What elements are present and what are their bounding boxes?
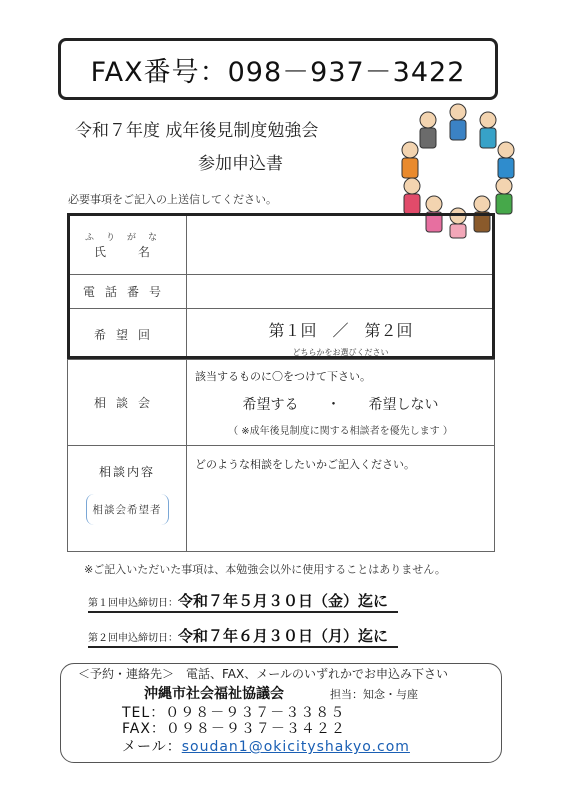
consult-options[interactable]: 希望する ・ 希望しない (242, 397, 439, 413)
content-label: 相談内容 (98, 464, 155, 479)
application-form-table (67, 213, 495, 552)
fax-number: FAX番号：098－937－3422 (90, 56, 466, 88)
content-input-cell[interactable] (187, 446, 495, 552)
deadline-1-label: 第１回申込締切日： (88, 598, 178, 609)
deadline-1-date: 令和７年５月３０日（金）迄に (178, 592, 389, 610)
contact-mail-label: メール： (122, 739, 182, 755)
consult-instruction: 該当するものに〇をつけて下さい。 (195, 370, 371, 383)
phone-label: 電話番号 (68, 275, 187, 309)
contact-fax: FAX：０９８－９３７－３４２２ (122, 721, 346, 737)
contact-mail-link[interactable]: soudan1@okicityshakyo.com (181, 739, 410, 755)
form-instruction: 必要事項をご記入の上送信してください。 (68, 193, 277, 206)
consult-note: （ ※成年後見制度に関する相談者を優先します ） (228, 426, 453, 437)
contact-organization: 沖縄市社会福祉協議会 (144, 686, 284, 702)
round-options[interactable]: 第１回 ／ 第２回 (268, 321, 413, 340)
name-furigana-label: ふりがな (84, 233, 169, 243)
round-choice-cell[interactable] (187, 309, 495, 360)
deadline-2-label: 第２回申込締切日： (88, 633, 178, 644)
content-sub-label: 相談会希望者 (86, 494, 169, 525)
content-prompt: どのような相談をしたいかご記入ください。 (195, 458, 415, 471)
contact-tel[interactable]: TEL：０９８－９３７－３３８５ (122, 705, 346, 721)
document-title: 令和７年度 成年後見制度勉強会 (75, 121, 319, 141)
deadline-2-date: 令和７年６月３０日（月）迄に (178, 627, 389, 645)
privacy-notice: ※ご記入いただいた事項は、本勉強会以外に使用することはありません。 (84, 563, 446, 576)
phone-input-cell[interactable] (187, 275, 495, 309)
contact-mail-row (122, 736, 410, 756)
fax-number-box (58, 38, 498, 100)
document-subtitle: 参加申込書 (198, 154, 283, 174)
contact-person: 担当：知念・与座 (330, 688, 418, 701)
name-label: 氏 名 (93, 245, 160, 259)
deadline-1 (88, 590, 398, 613)
name-input-cell[interactable] (187, 214, 495, 275)
consult-label: 相談会 (68, 360, 187, 446)
name-label-cell (68, 214, 187, 275)
round-note: どちらかをお選びください (292, 348, 389, 357)
content-label-cell (68, 446, 187, 552)
deadline-2 (88, 625, 398, 648)
contact-heading: ＜予約・連絡先＞ 電話、FAX、メールのいずれかでお申込み下さい (78, 667, 448, 681)
consult-choice-cell[interactable] (187, 360, 495, 446)
round-label: 希望回 (68, 309, 187, 360)
